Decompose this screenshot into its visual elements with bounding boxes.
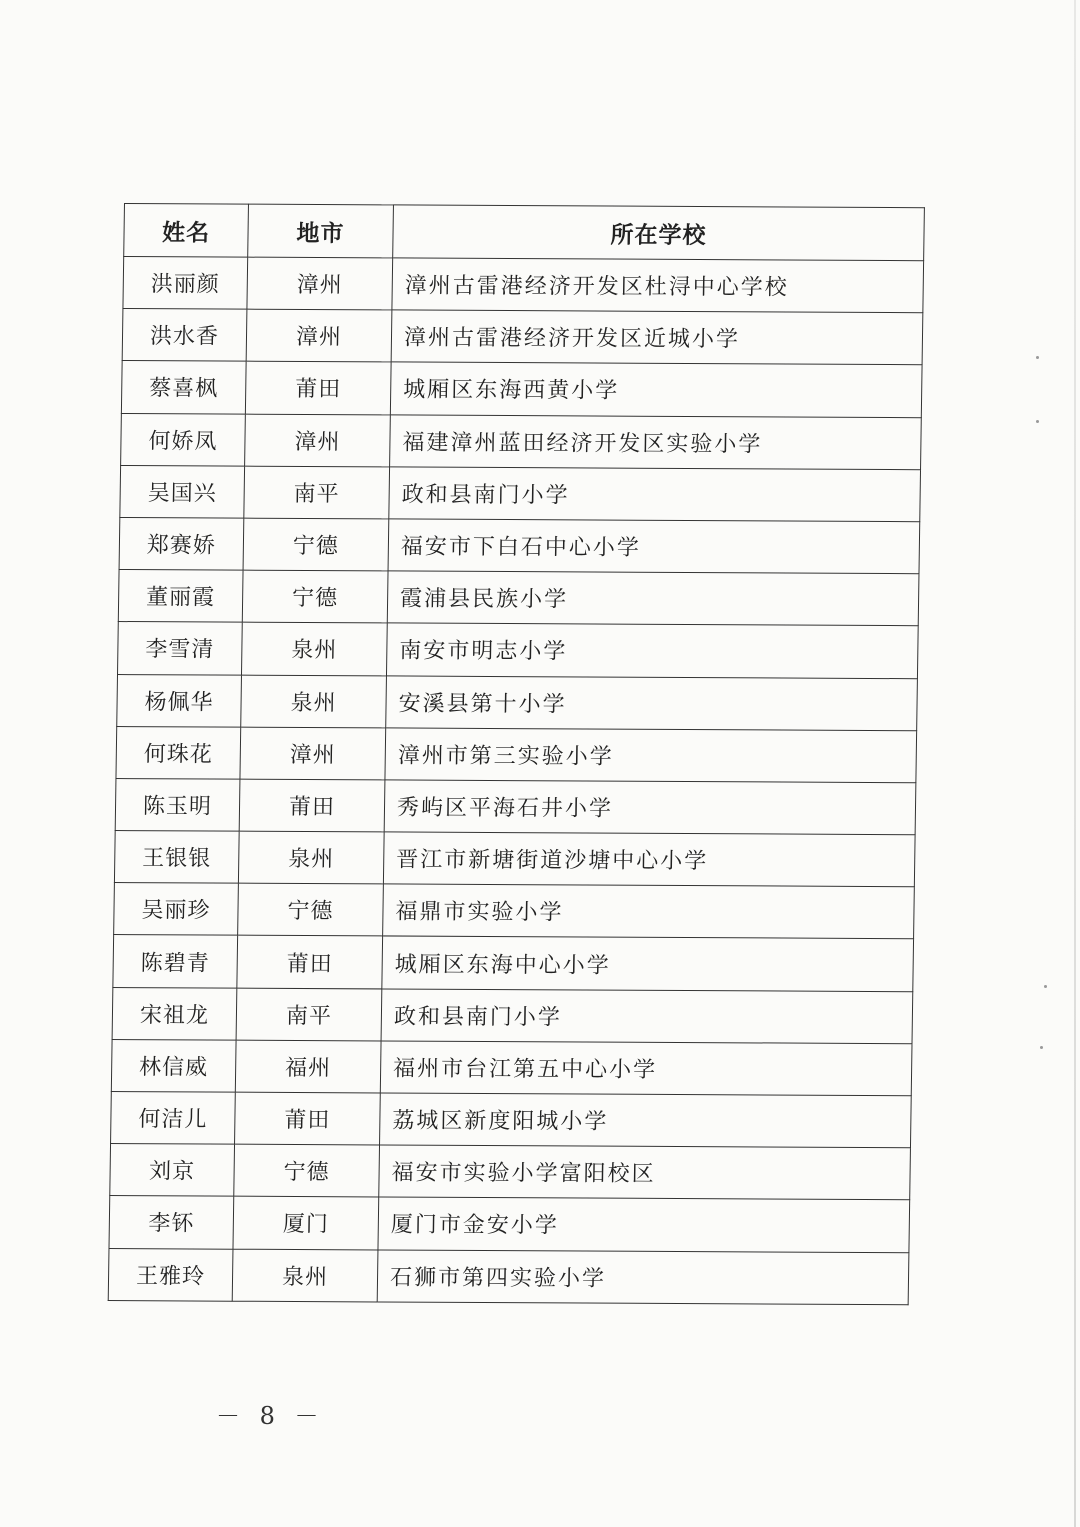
school-cell: 荔城区新度阳城小学 xyxy=(380,1093,912,1148)
name-cell: 何娇凤 xyxy=(121,413,246,466)
school-cell: 政和县南门小学 xyxy=(389,467,921,522)
name-cell: 王银银 xyxy=(114,831,239,884)
school-cell: 晋江市新塘街道沙塘中心小学 xyxy=(383,832,915,887)
table-row xyxy=(111,1092,912,1148)
city-cell: 福州 xyxy=(235,1040,381,1093)
table-row xyxy=(112,987,913,1043)
scan-speck xyxy=(1040,1046,1043,1049)
table-row xyxy=(120,465,921,521)
table-body xyxy=(108,257,923,1305)
page-number: － 8 － xyxy=(216,1402,325,1430)
school-cell: 政和县南门小学 xyxy=(381,989,913,1044)
school-cell: 漳州古雷港经济开发区杜浔中心学校 xyxy=(392,258,924,313)
city-cell: 漳州 xyxy=(246,309,392,362)
school-cell: 福安市实验小学富阳校区 xyxy=(379,1145,911,1200)
school-cell: 福鼎市实验小学 xyxy=(383,884,915,939)
name-cell: 洪丽颜 xyxy=(123,257,248,310)
city-cell: 泉州 xyxy=(241,622,387,675)
school-cell: 福建漳州蓝田经济开发区实验小学 xyxy=(390,414,922,469)
name-cell: 陈玉明 xyxy=(115,778,240,831)
table-row xyxy=(119,517,920,573)
school-cell: 安溪县第十小学 xyxy=(386,675,918,730)
name-cell: 杨佩华 xyxy=(117,674,242,727)
city-cell: 泉州 xyxy=(238,831,384,884)
table-row xyxy=(115,778,916,834)
table-row xyxy=(108,1248,909,1304)
name-cell: 王雅玲 xyxy=(108,1248,233,1301)
city-cell: 厦门 xyxy=(233,1197,379,1250)
city-cell: 宁德 xyxy=(243,518,389,571)
city-cell: 宁德 xyxy=(238,883,384,936)
city-cell: 宁德 xyxy=(242,570,388,623)
name-cell: 刘京 xyxy=(110,1144,235,1197)
name-cell: 陈碧青 xyxy=(113,935,238,988)
table-row xyxy=(121,413,922,469)
school-cell: 城厢区东海中心小学 xyxy=(382,936,914,991)
name-cell: 何洁儿 xyxy=(111,1092,236,1145)
name-cell: 李钚 xyxy=(109,1196,234,1249)
city-cell: 南平 xyxy=(236,988,382,1041)
table-row xyxy=(109,1196,910,1252)
city-cell: 泉州 xyxy=(241,675,387,728)
school-cell: 福州市台江第五中心小学 xyxy=(380,1041,912,1096)
city-cell: 南平 xyxy=(244,466,390,519)
city-cell: 漳州 xyxy=(247,257,393,310)
name-cell: 吴国兴 xyxy=(120,465,245,518)
name-cell: 林信威 xyxy=(111,1039,236,1092)
school-cell: 霞浦县民族小学 xyxy=(387,571,919,626)
school-cell: 福安市下白石中心小学 xyxy=(388,519,920,574)
name-cell: 郑赛娇 xyxy=(119,517,244,570)
table-row xyxy=(111,1039,912,1095)
table-row xyxy=(118,622,919,678)
header-name: 姓名 xyxy=(124,204,249,258)
city-cell: 漳州 xyxy=(240,727,386,780)
table-row xyxy=(122,309,923,365)
teacher-table-container xyxy=(108,203,924,1305)
table-row xyxy=(114,831,915,887)
school-cell: 秀屿区平海石井小学 xyxy=(384,780,916,835)
city-cell: 莆田 xyxy=(237,936,383,989)
name-cell: 李雪清 xyxy=(118,622,243,675)
table-row xyxy=(118,570,919,626)
table-row xyxy=(114,883,915,939)
school-cell: 石狮市第四实验小学 xyxy=(377,1250,909,1305)
table-row xyxy=(121,361,922,417)
name-cell: 何珠花 xyxy=(116,726,241,779)
city-cell: 莆田 xyxy=(245,362,391,415)
table-row xyxy=(116,726,917,782)
scan-speck xyxy=(1036,356,1039,359)
scan-edge xyxy=(1074,0,1076,1527)
table-header-row xyxy=(124,204,925,261)
table-row xyxy=(110,1144,911,1200)
name-cell: 宋祖龙 xyxy=(112,987,237,1040)
name-cell: 蔡喜枫 xyxy=(121,361,246,414)
school-cell: 城厢区东海西黄小学 xyxy=(390,362,922,417)
table-row xyxy=(113,935,914,991)
name-cell: 洪水香 xyxy=(122,309,247,362)
table-row xyxy=(123,257,924,313)
table-row xyxy=(117,674,918,730)
name-cell: 吴丽珍 xyxy=(114,883,239,936)
header-school: 所在学校 xyxy=(393,205,925,261)
header-city: 地市 xyxy=(248,204,394,258)
city-cell: 宁德 xyxy=(234,1144,380,1197)
teacher-table xyxy=(108,203,925,1305)
name-cell: 董丽霞 xyxy=(118,570,243,623)
city-cell: 漳州 xyxy=(245,414,391,467)
school-cell: 漳州古雷港经济开发区近城小学 xyxy=(391,310,923,365)
school-cell: 漳州市第三实验小学 xyxy=(385,728,917,783)
school-cell: 厦门市金安小学 xyxy=(378,1197,910,1252)
school-cell: 南安市明志小学 xyxy=(386,623,918,678)
city-cell: 泉州 xyxy=(232,1249,378,1302)
city-cell: 莆田 xyxy=(235,1092,381,1145)
scan-speck xyxy=(1044,985,1047,988)
city-cell: 莆田 xyxy=(239,779,385,832)
scan-speck xyxy=(1036,420,1039,423)
